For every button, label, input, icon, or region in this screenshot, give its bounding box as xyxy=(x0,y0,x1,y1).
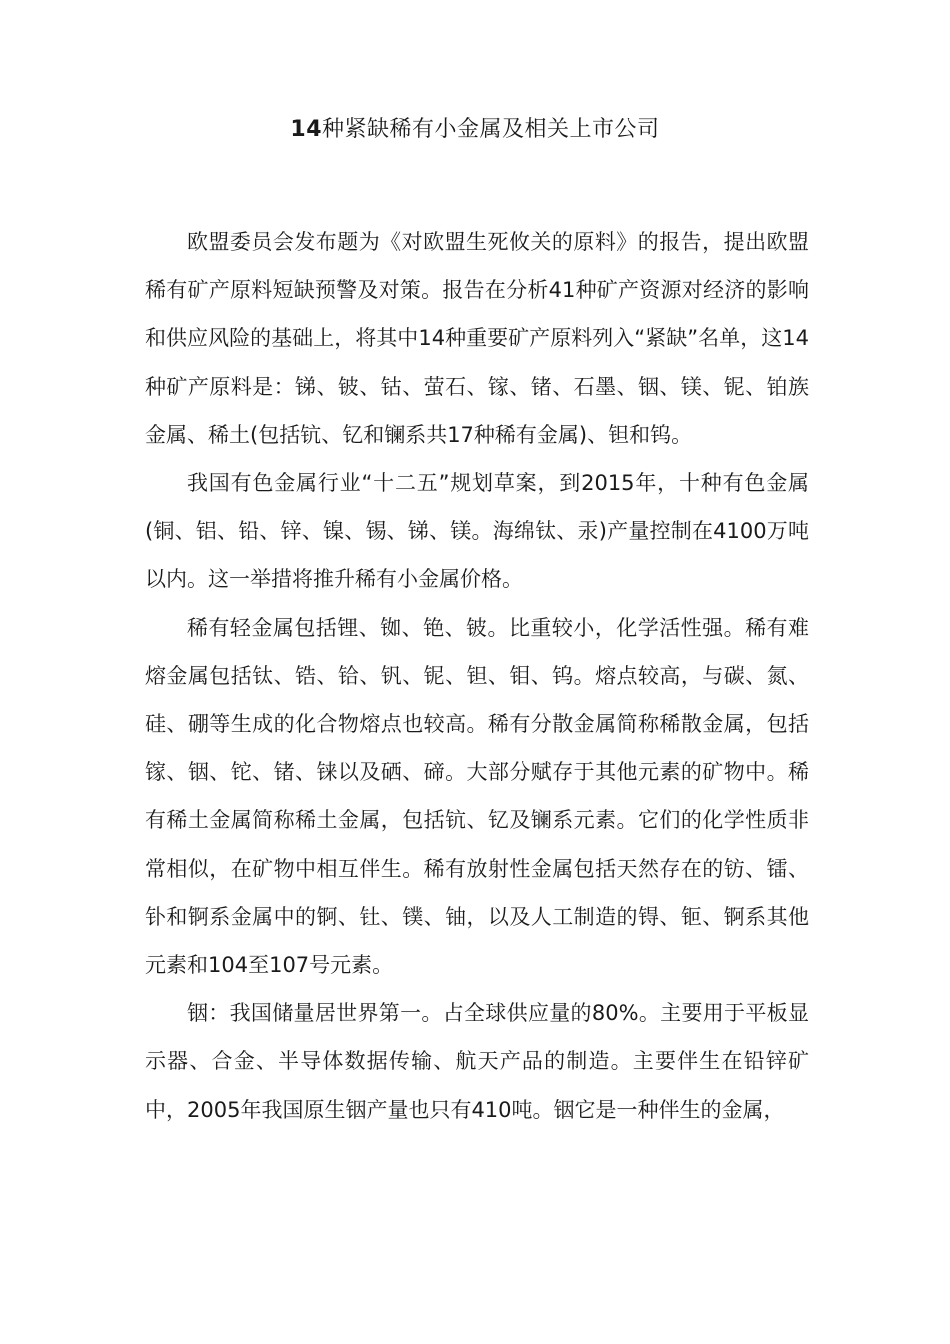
paragraph-rare-metal-categories: 稀有轻金属包括锂、铷、铯、铍。比重较小，化学活性强。稀有难熔金属包括钛、锆、铪、钒、铌、钽、钼、钨。熔点较高，与碳、氮、硅、硼等生成的化合物熔点也较高。稀有分散金属简称稀散金属，包括镓、铟、铊、锗、铼以及硒、碲。大部分赋存于其他元素的矿物中。稀有稀土金属简称稀土金属，包括钪、钇及镧系元素。它们的化学性质非常相似，在矿物中相互伴生。稀有放射性金属包括天然存在的钫、镭、钋和锕系金属中的锕、钍、镤、铀，以及人工制造的锝、钷、锕系其他元素和104至107号元素。 xyxy=(145,615,809,978)
title-number: 14 xyxy=(290,117,323,142)
document-title xyxy=(0,112,950,148)
document-body xyxy=(145,218,809,1134)
paragraph-five-year-plan: 我国有色金属行业“十二五”规划草案，到2015年，十种有色金属(铜、铝、铅、锌、镍、锡、锑、镁。海绵钛、汞)产量控制在4100万吨以内。这一举措将推升稀有小金属价格。 xyxy=(145,471,809,592)
paragraph-indium: 铟：我国储量居世界第一。占全球供应量的80%。主要用于平板显示器、合金、半导体数据传输、航天产品的制造。主要伴生在铅锌矿中，2005年我国原生铟产量也只有410吨。铟它是一种伴生的金属， xyxy=(145,1001,809,1122)
title-text: 种紧缺稀有小金属及相关上市公司 xyxy=(322,117,660,142)
paragraph-eu-report: 欧盟委员会发布题为《对欧盟生死攸关的原料》的报告，提出欧盟稀有矿产原料短缺预警及对策。报告在分析41种矿产资源对经济的影响和供应风险的基础上，将其中14种重要矿产原料列入“紧缺”名单，这14种矿产原料是：锑、铍、钴、萤石、镓、锗、石墨、铟、镁、铌、铂族金属、稀土(包括钪、钇和镧系共17种稀有金属)、钽和钨。 xyxy=(145,230,809,447)
